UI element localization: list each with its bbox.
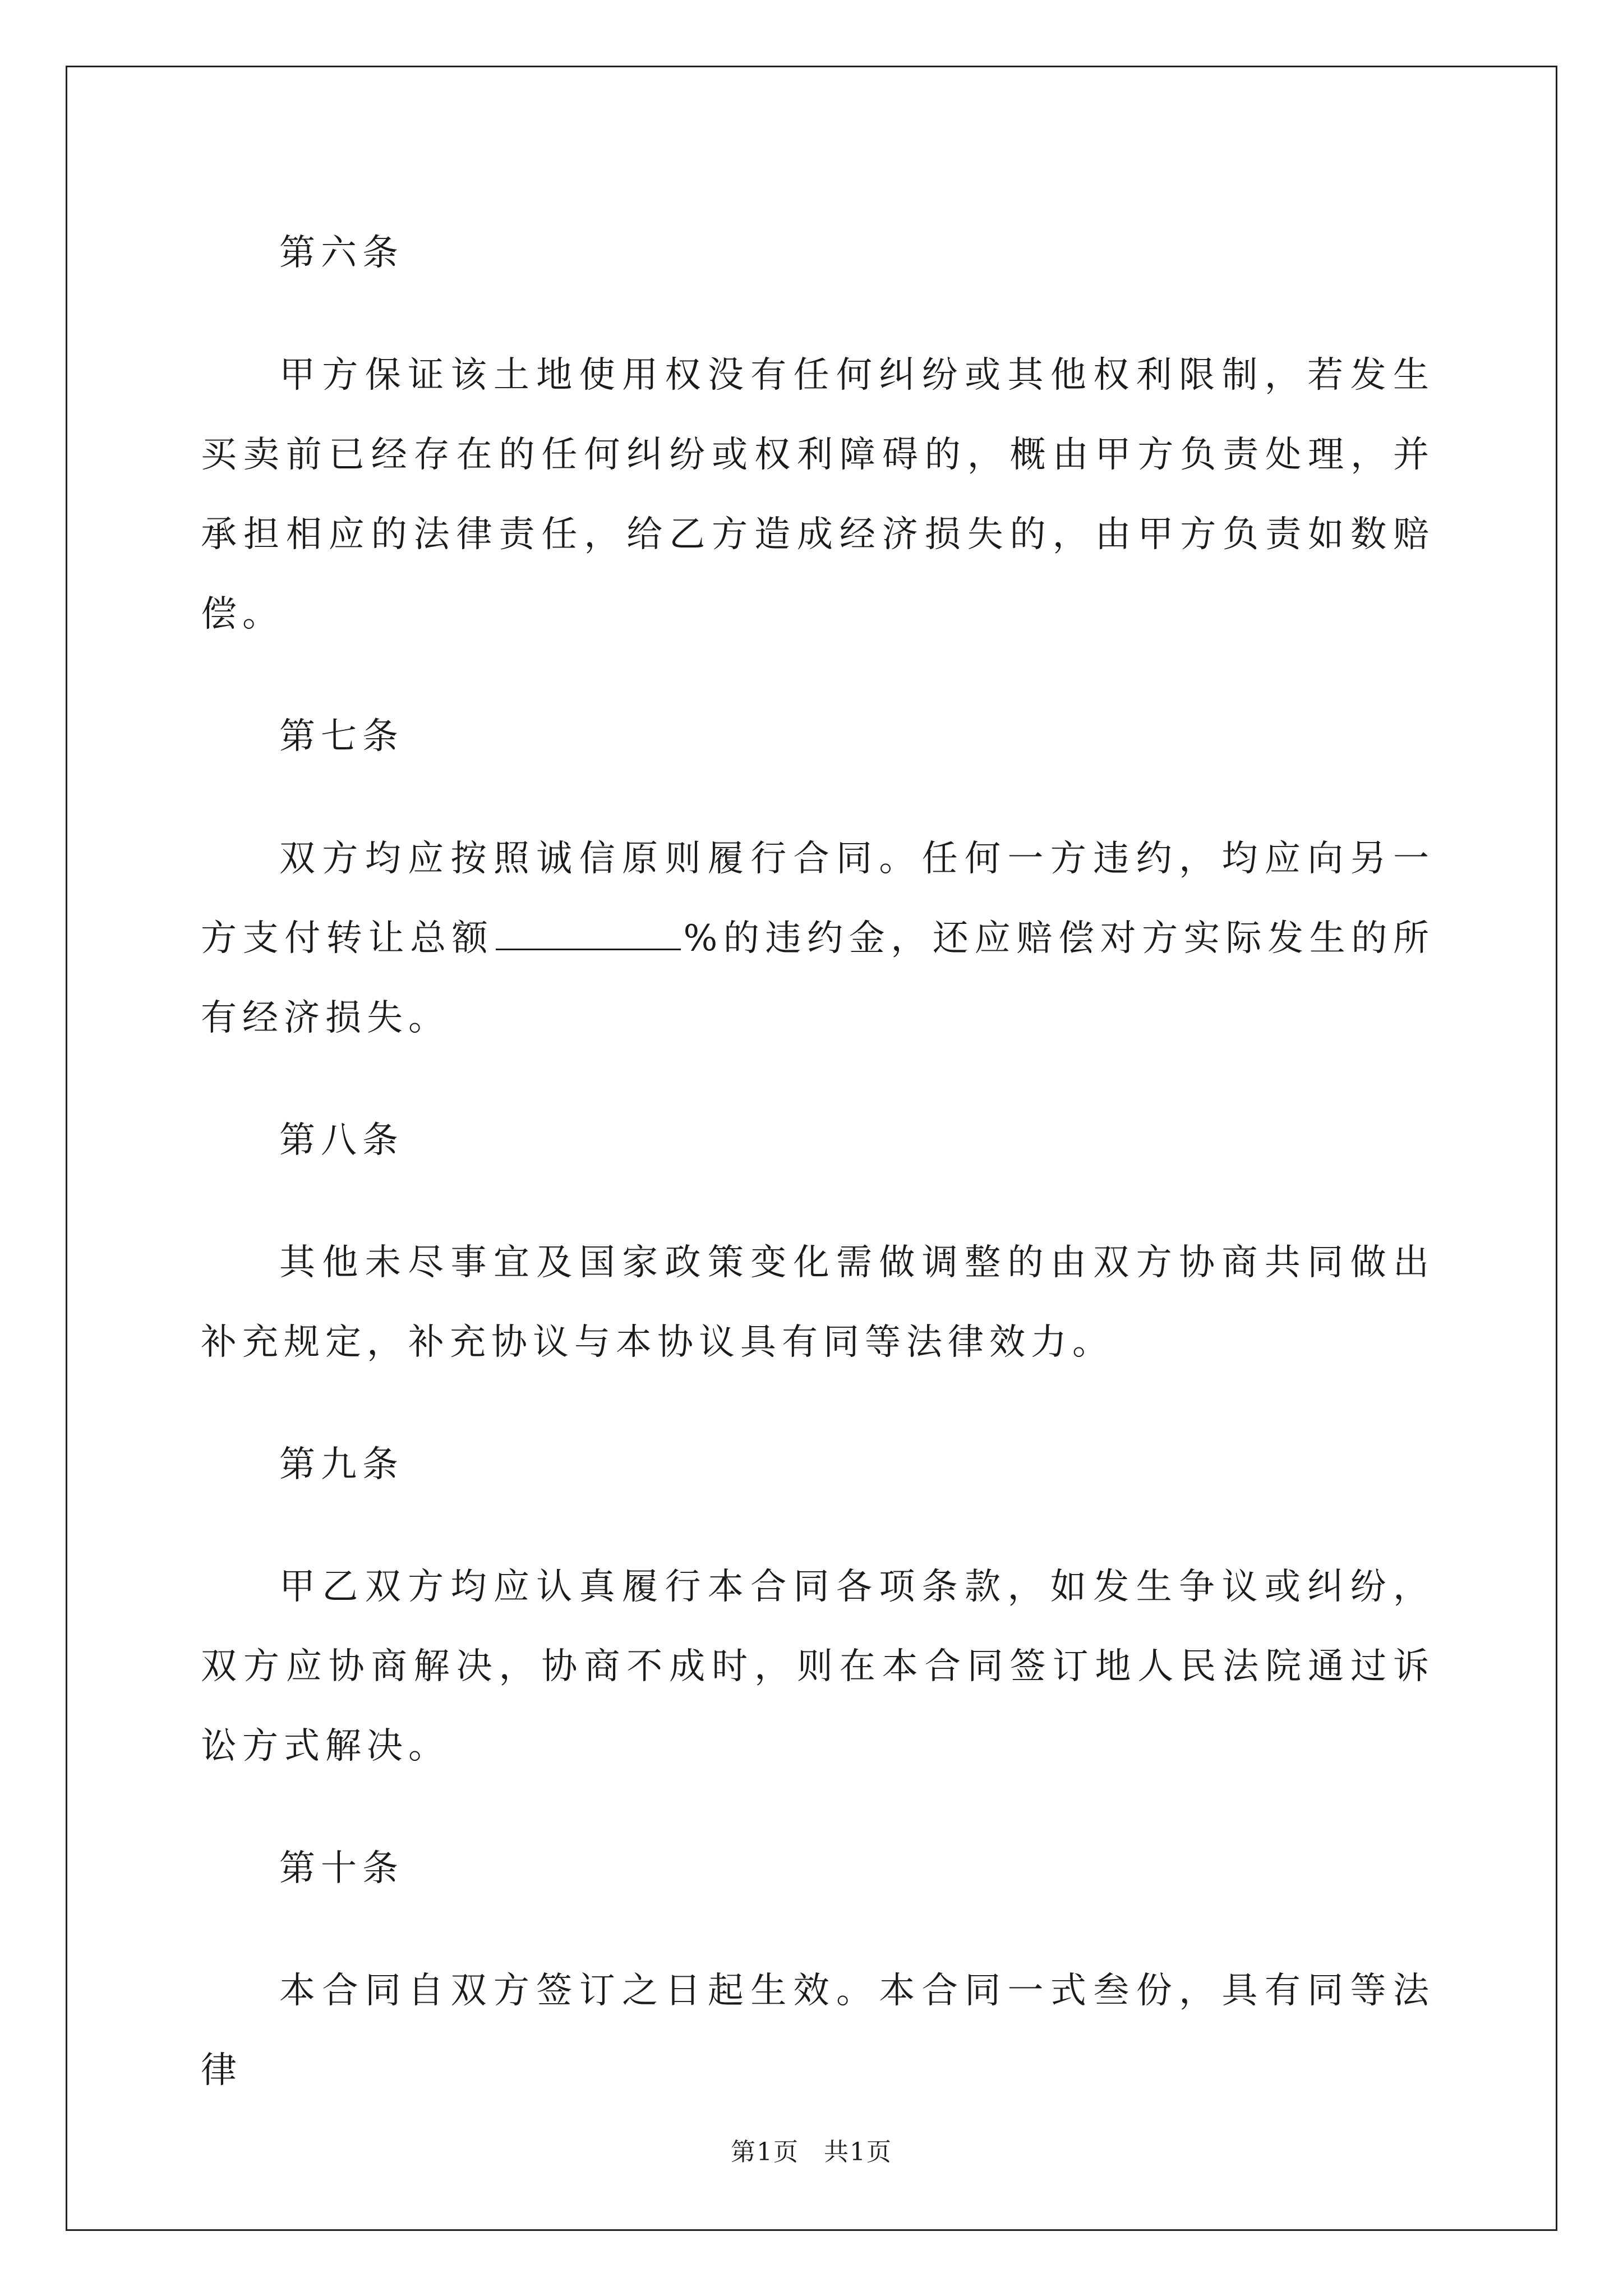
fill-in-blank xyxy=(496,917,681,950)
article-9-body: 甲乙双方均应认真履行本合同各项条款，如发生争议或纠纷，双方应协商解决，协商不成时，则在本合同签订地人民法院通过诉讼方式解决。 xyxy=(201,1566,1435,1767)
page-footer xyxy=(0,2132,1623,2168)
article-6-body: 甲方保证该土地使用权没有任何纠纷或其他权利限制，若发生买卖前已经存在的任何纠纷或权利障碍的，概由甲方负责处理，并承担相应的法律责任，给乙方造成经济损失的，由甲方负责如数赔偿。 xyxy=(201,355,1435,635)
page-number-total: 共1页 xyxy=(824,2138,892,2166)
page-number-current: 第1页 xyxy=(731,2138,799,2166)
article-8-body: 其他未尽事宜及国家政策变化需做调整的由双方协商共同做出补充规定，补充协议与本协议具有同等法律效力。 xyxy=(201,1242,1435,1363)
article-9-heading: 第九条 xyxy=(279,1444,404,1485)
article-7-body xyxy=(201,819,1435,1058)
document-body xyxy=(201,213,1435,2153)
article-7-heading: 第七条 xyxy=(279,716,404,757)
article-7-body-part2: %的违约金，还应赔偿对方实际发生的所有经济损失。 xyxy=(201,918,1435,1039)
article-7-body-part1: 双方均应按照诚信原则履行合同。任何一方违约，均应向另一方支付转让总额 xyxy=(201,838,1435,959)
article-8-heading: 第八条 xyxy=(279,1120,404,1161)
article-10-heading: 第十条 xyxy=(279,1848,404,1889)
article-6-heading: 第六条 xyxy=(279,232,404,274)
article-10-body: 本合同自双方签订之日起生效。本合同一式叁份，具有同等法律 xyxy=(201,1970,1435,2091)
